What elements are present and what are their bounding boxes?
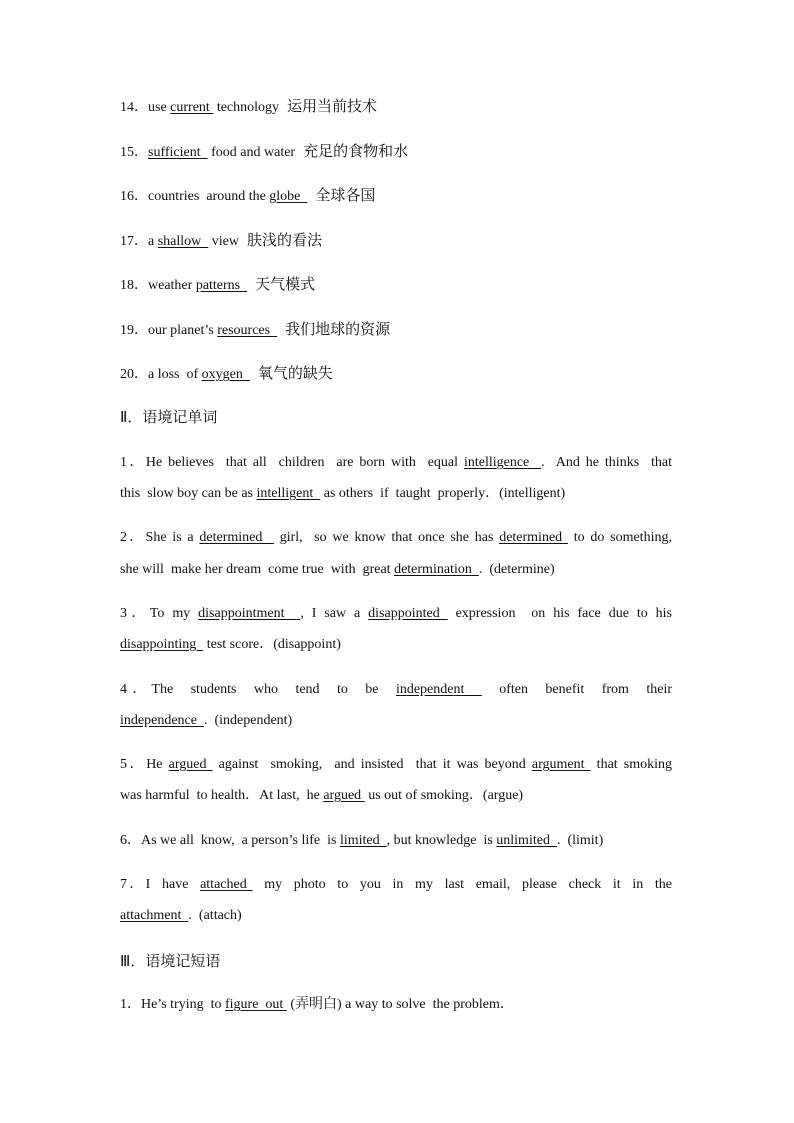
answer-blank: unlimited: [496, 833, 557, 848]
answer-blank: patterns: [195, 278, 248, 293]
exercise-line: [120, 529, 672, 547]
answer-blank: independent: [395, 682, 482, 697]
answer-blank: argument: [531, 757, 591, 772]
answer-blank: oxygen: [201, 367, 250, 382]
sentence-text: 1．He’s trying to: [120, 997, 225, 1012]
sentence-text: to do something,: [567, 530, 672, 545]
sentence-text: expression on his face due to his: [447, 606, 672, 621]
sentence-text: she will make her dream come true with great: [120, 562, 395, 577]
exercise-line: [120, 907, 672, 925]
exercise-line: [120, 996, 672, 1014]
item-text: a: [148, 234, 158, 249]
section-3-title: 语境记短语: [145, 952, 221, 970]
exercise-line: [120, 605, 672, 623]
answer-blank: intelligence: [463, 455, 542, 470]
section-3-heading: [120, 952, 672, 971]
sentence-text: . (attach): [188, 908, 242, 923]
answer-blank: determined: [199, 530, 274, 545]
sentence-text: 7．I have: [120, 877, 201, 892]
exercise-line: [120, 561, 672, 579]
item-number: 18．: [120, 278, 148, 293]
item-text: food and water: [207, 145, 296, 160]
item-number: 19．: [120, 323, 148, 338]
exercise-line: [120, 636, 672, 654]
sentence-text: girl, so we know that once she has: [273, 530, 500, 545]
answer-blank: argued: [323, 788, 365, 803]
sentence-text: that smoking: [590, 757, 672, 772]
sentence-text: . And he thinks that: [541, 455, 672, 470]
sentence-text: , I saw a: [300, 606, 369, 621]
chinese-meaning: 充足的食物和水: [303, 142, 409, 160]
item-text: use: [148, 100, 171, 115]
list-item: [120, 275, 672, 295]
sentence-text: this slow boy can be as: [120, 486, 257, 501]
item-number: 20．: [120, 367, 148, 382]
sentence-text: 2．She is a: [120, 530, 200, 545]
exercise-line: [120, 832, 672, 850]
answer-blank: disappointing: [120, 637, 204, 652]
item-text: our planet’s: [148, 323, 218, 338]
sentence-text: 6．As we all know, a person’s life is: [120, 833, 340, 848]
sentence-text: , but knowledge is: [386, 833, 497, 848]
sentence-text: us out of smoking．(argue): [364, 788, 524, 803]
exercise-line: [120, 712, 672, 730]
exercise-line: [120, 876, 672, 894]
answer-blank: intelligent: [256, 486, 321, 501]
answer-blank: disappointment: [198, 606, 301, 621]
sentence-text: as others if taught properly．(intelligent): [320, 486, 566, 501]
item-number: 14．: [120, 100, 148, 115]
sentence-text: against smoking, and insisted that it was beyond: [212, 757, 532, 772]
list-item: [120, 186, 672, 206]
list-item: [120, 97, 672, 117]
answer-blank: attached: [200, 877, 253, 892]
answer-blank: globe: [269, 189, 308, 204]
item-text: a loss of: [148, 367, 202, 382]
item-text: weather: [148, 278, 196, 293]
answer-blank: current: [170, 100, 214, 115]
item-number: 16．: [120, 189, 148, 204]
section-3-number: Ⅲ．: [120, 954, 146, 970]
answer-blank: sufficient: [148, 145, 208, 160]
answer-blank: determination: [394, 562, 479, 577]
item-number: 15．: [120, 145, 148, 160]
sentence-text: . (limit): [556, 833, 604, 848]
sentence-text: was harmful to health．At last, he: [120, 788, 324, 803]
chinese-meaning: 运用当前技术: [287, 97, 378, 115]
chinese-meaning: 天气模式: [255, 275, 316, 293]
answer-blank: determined: [499, 530, 568, 545]
sentence-text: (弄明白) a way to solve the problem．: [286, 997, 514, 1012]
sentence-text: 3．To my: [120, 606, 199, 621]
section-2-title: 语境记单词: [142, 408, 218, 426]
section-2-heading: [120, 408, 672, 427]
answer-blank: attachment: [120, 908, 189, 923]
list-item: [120, 320, 672, 340]
list-item: [120, 142, 672, 162]
item-text: technology: [213, 100, 280, 115]
answer-blank: shallow: [157, 234, 209, 249]
chinese-meaning: 氧气的缺失: [257, 364, 333, 382]
exercise-line: [120, 485, 672, 503]
sentence-text: test score．(disappoint): [203, 637, 341, 652]
sentence-text: . (determine): [478, 562, 555, 577]
chinese-meaning: 全球各国: [315, 186, 376, 204]
sentence-text: 1．He believes that all children are born with equal: [120, 455, 464, 470]
section-2-number: Ⅱ．: [120, 410, 143, 426]
exercise-line: [120, 681, 672, 699]
item-text: countries around the: [148, 189, 270, 204]
sentence-text: my photo to you in my last email, please check it in the: [252, 877, 672, 892]
item-text: view: [208, 234, 239, 249]
answer-blank: resources: [217, 323, 278, 338]
answer-blank: argued: [168, 757, 213, 772]
answer-blank: disappointed: [368, 606, 448, 621]
sentence-text: 5．He: [120, 757, 169, 772]
exercise-line: [120, 787, 672, 805]
exercise-line: [120, 454, 672, 472]
answer-blank: independence: [120, 713, 204, 728]
item-number: 17．: [120, 234, 148, 249]
answer-blank: limited: [339, 833, 387, 848]
chinese-meaning: 我们地球的资源: [285, 320, 391, 338]
sentence-text: 4．The students who tend to be: [120, 682, 396, 697]
answer-blank: figure out: [225, 997, 287, 1012]
chinese-meaning: 肤浅的看法: [247, 231, 323, 249]
exercise-line: [120, 756, 672, 774]
sentence-text: . (independent): [203, 713, 293, 728]
list-item: [120, 364, 672, 384]
list-item: [120, 231, 672, 251]
sentence-text: often benefit from their: [481, 682, 672, 697]
